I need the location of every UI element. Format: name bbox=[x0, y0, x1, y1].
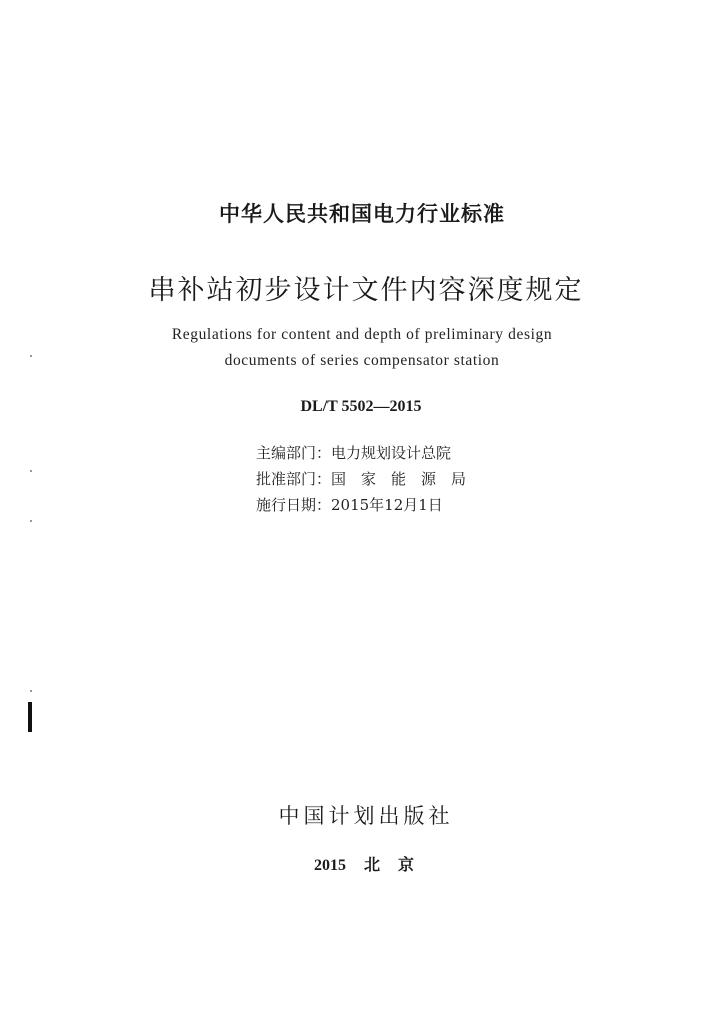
approver-line: 批准部门：国 家 能 源 局 bbox=[256, 470, 467, 488]
year-and-place: 2015 北 京 bbox=[313, 857, 414, 874]
publication-meta bbox=[256, 440, 466, 518]
english-title-line-1: Regulations for content and depth of preliminary design bbox=[171, 326, 553, 343]
scan-speck bbox=[30, 470, 32, 472]
english-title-line-2: documents of series compensator station bbox=[224, 352, 500, 369]
english-title bbox=[0, 322, 724, 374]
scan-speck bbox=[30, 355, 32, 357]
publisher-name: 中国计划出版社 bbox=[278, 804, 454, 828]
effective-date-line: 施行日期：2015年12月1日 bbox=[256, 496, 443, 514]
standard-code: DL/T 5502—2015 bbox=[300, 398, 422, 415]
scan-speck bbox=[30, 690, 32, 692]
scan-speck bbox=[30, 520, 32, 522]
binding-mark bbox=[28, 702, 32, 732]
editor-line: 主编部门：电力规划设计总院 bbox=[256, 444, 452, 462]
issuer-heading: 中华人民共和国电力行业标准 bbox=[219, 202, 505, 226]
chinese-title: 串补站初步设计文件内容深度规定 bbox=[148, 275, 584, 306]
